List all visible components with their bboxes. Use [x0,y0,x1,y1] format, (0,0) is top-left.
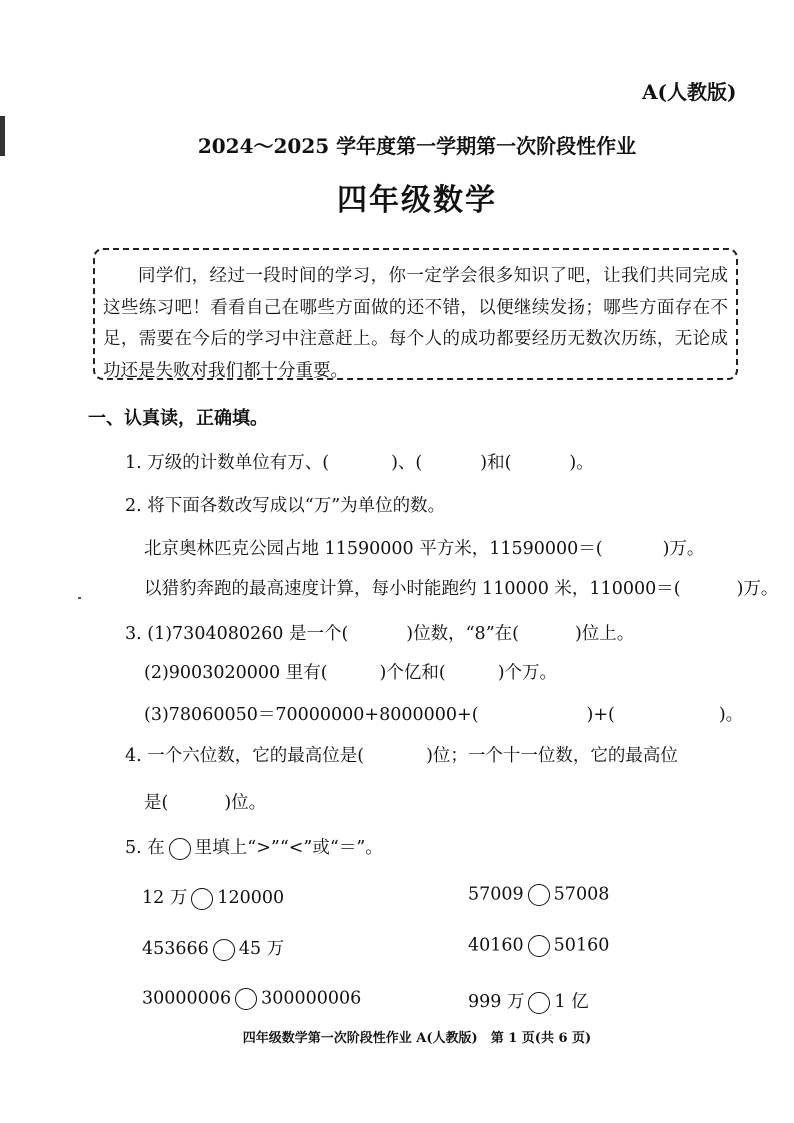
compare-circle[interactable] [528,935,550,957]
question-2-line-1 [144,535,704,560]
compare-circle[interactable] [191,888,213,910]
q2-l2-text-a: 以猎豹奔跑的最高速度计算，每小时能跑约 110000 米，110000＝( [144,579,681,599]
question-5 [125,834,383,860]
q2-l1-text-a: 北京奥林匹克公园占地 11590000 平方米，11590000＝( [144,539,603,559]
q4-b-text-2: )位。 [224,793,267,813]
q4-b-text-1: 是( [144,793,169,813]
compare-left: 453666 [142,939,209,959]
compare-right: 45 万 [238,939,285,959]
q4-a-text-2: )位；一个十一位数，它的最高位 [426,746,678,766]
circle-icon [169,838,191,860]
compare-left: 57009 [468,884,524,905]
intro-text: 同学们，经过一段时间的学习，你一定学会很多知识了吧，让我们共同完成这些练习吧！看看自己在哪些方面做的还不错，以便继续发扬；哪些方面存在不足，需要在今后的学习中注意赶上。每个人的成功都要经历无数次历练，无论成功还是失败对我们都十分重要。 [103,266,728,381]
compare-item [142,884,284,910]
question-4-line-1 [125,742,678,767]
q3-b-text-1: (2)9003020000 里有( [144,663,328,683]
section-heading: 一、认真读，正确填。 [88,408,268,429]
compare-circle[interactable] [528,884,550,906]
q5-text-2: 里填上“>”“<”或“＝”。 [194,838,383,858]
compare-item [468,988,589,1014]
exam-title: 2024～2025 学年度第一学期第一次阶段性作业 [197,134,637,158]
compare-item [468,935,609,957]
q3-b-text-2: )个亿和( [379,663,446,683]
question-4-line-2 [144,789,266,814]
intro-box [93,248,738,380]
q3-c-text-1: (3)78060050＝70000000+8000000+( [144,705,479,725]
compare-right: 120000 [217,888,285,908]
question-3-part-1 [125,620,634,645]
question-3-part-3 [144,701,743,726]
compare-left: 999 万 [468,992,525,1012]
question-3-part-2 [144,659,557,684]
subject-title: 四年级数学 [337,183,497,218]
q3-a-text-1: 3. (1)7304080260 是一个( [125,624,349,644]
q1-text-3: )和( [480,453,512,473]
question-2-title: 2. 将下面各数改写成以“万”为单位的数。 [125,496,446,516]
compare-circle[interactable] [528,992,550,1014]
compare-right: 50160 [553,935,610,956]
q3-c-text-3: )。 [718,705,744,725]
compare-right: 57008 [553,884,610,905]
q1-text-2: )、( [391,453,423,473]
question-2-line-2 [144,575,778,600]
compare-right: 300000006 [261,988,362,1009]
compare-circle[interactable] [213,939,235,961]
compare-item [468,884,609,906]
compare-left: 30000006 [142,988,232,1009]
compare-right: 1 亿 [554,992,589,1012]
q2-l1-text-b: )万。 [662,539,705,559]
compare-left: 40160 [468,935,524,956]
scan-speck [78,597,81,599]
page-footer: 四年级数学第一次阶段性作业 A(人教版) 第 1 页(共 6 页) [242,1031,592,1046]
q3-c-text-2: )+( [586,705,615,725]
q1-text-1: 1. 万级的计数单位有万、( [125,453,330,473]
compare-left: 12 万 [142,888,188,908]
q2-l2-text-b: )万。 [736,579,779,599]
q4-a-text-1: 4. 一个六位数，它的最高位是( [125,746,365,766]
q5-text-1: 5. 在 [125,838,165,858]
question-1 [125,449,594,474]
compare-item [142,988,361,1010]
q3-a-text-2: )位数，“8”在( [406,624,519,644]
compare-item [142,935,284,961]
q3-b-text-3: )个万。 [497,663,558,683]
q1-text-4: )。 [569,453,594,473]
q3-a-text-3: )位上。 [574,624,635,644]
compare-circle[interactable] [235,988,257,1010]
edition-label: A(人教版) [642,80,737,104]
